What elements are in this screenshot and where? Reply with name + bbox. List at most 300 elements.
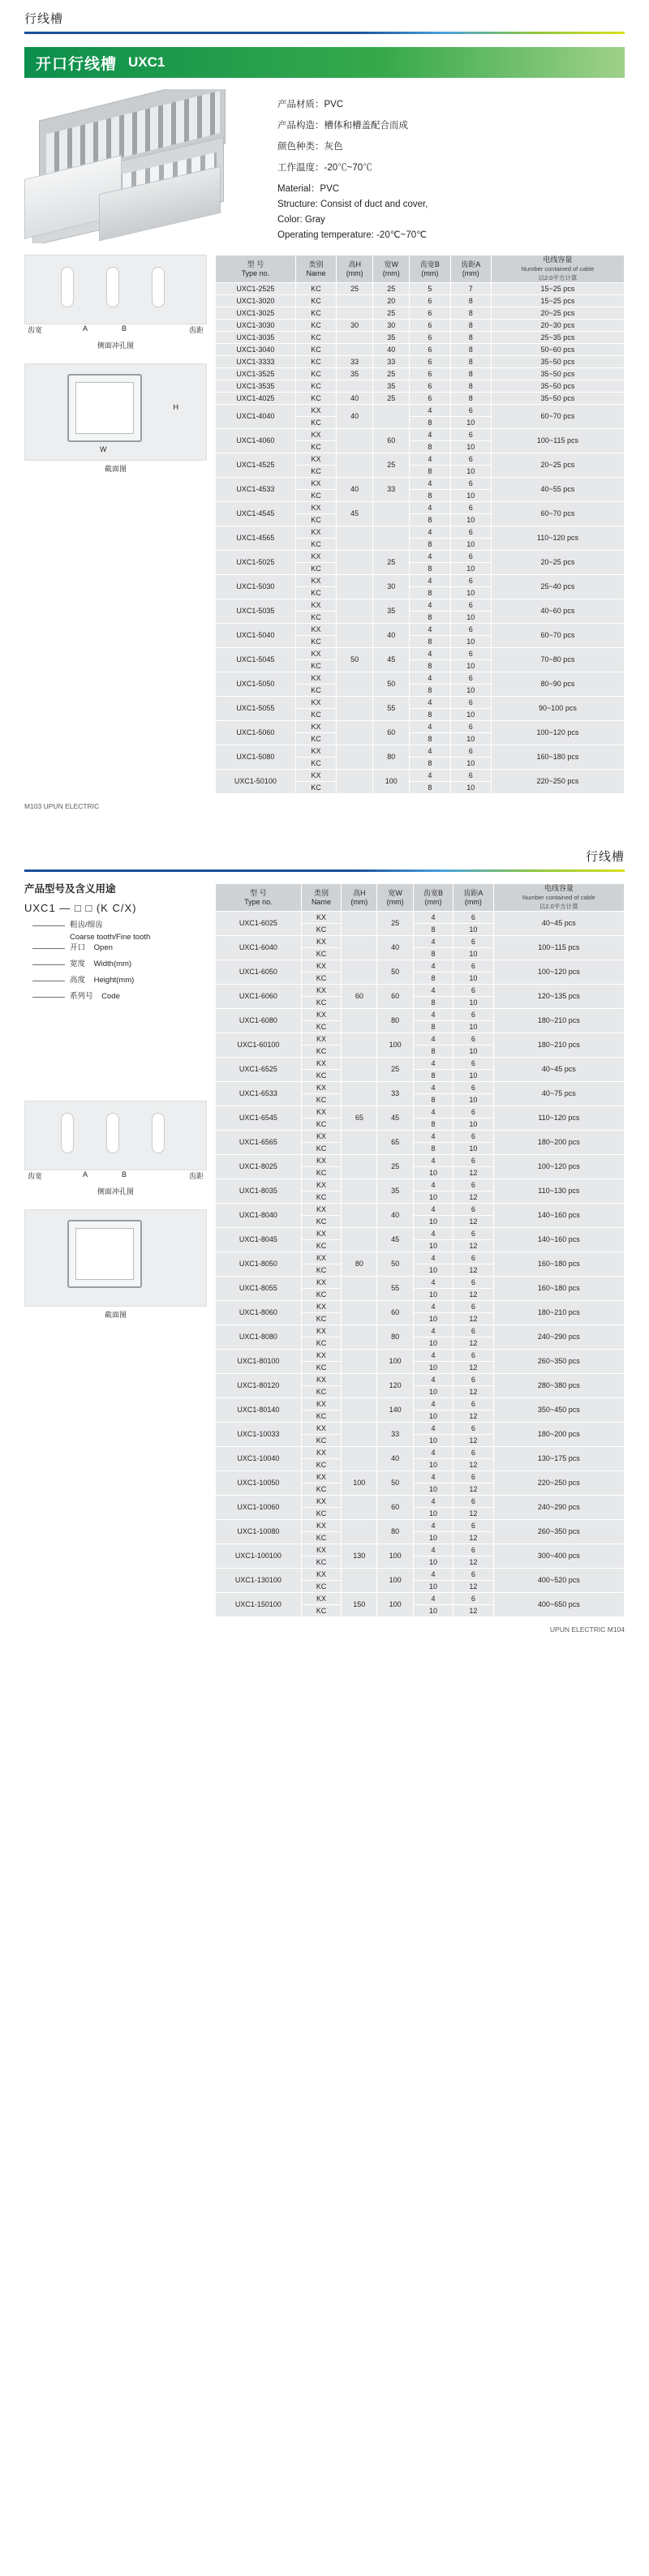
tooth-pitch-cell: 6	[450, 624, 491, 636]
tooth-width-cell: 6	[410, 393, 450, 405]
kind-cell: KX	[301, 1131, 341, 1143]
capacity-cell: 180~210 pcs	[493, 1033, 624, 1058]
tooth-pitch-cell: 8	[450, 344, 491, 356]
tooth-width-cell: 6	[410, 344, 450, 356]
height-cell	[342, 1520, 377, 1544]
tooth-pitch-cell: 6	[450, 526, 491, 539]
table-row	[216, 478, 625, 490]
table-row	[216, 936, 625, 948]
page1-figures	[24, 255, 207, 794]
height-cell: 25	[337, 283, 373, 295]
model-cell: UXC1-8040	[216, 1204, 302, 1228]
table-row	[216, 1325, 625, 1337]
tooth-width-cell: 8	[413, 997, 453, 1009]
table-row	[216, 1374, 625, 1386]
tooth-pitch-cell: 6	[453, 960, 493, 972]
model-cell: UXC1-80140	[216, 1398, 302, 1423]
tooth-width-cell: 4	[410, 526, 450, 539]
tooth-pitch-cell: 8	[450, 356, 491, 368]
model-cell: UXC1-8060	[216, 1301, 302, 1325]
spec-line-3: 工作温度：-20℃~70℃	[277, 163, 372, 173]
height-cell	[337, 697, 373, 721]
height-cell: 35	[337, 368, 373, 380]
tooth-pitch-cell: 6	[450, 453, 491, 466]
model-cell: UXC1-3030	[216, 320, 296, 332]
kind-cell: KX	[295, 429, 336, 441]
tooth-width-cell: 8	[410, 441, 450, 453]
kind-cell: KX	[301, 1204, 341, 1216]
model-cell: UXC1-60100	[216, 1033, 302, 1058]
table-row	[216, 526, 625, 539]
tooth-width-cell: 8	[413, 948, 453, 960]
kind-cell: KX	[301, 1374, 341, 1386]
kind-cell: KC	[301, 1143, 341, 1155]
capacity-cell: 240~290 pcs	[493, 1496, 624, 1520]
width-cell: 80	[377, 1325, 413, 1350]
tooth-pitch-cell: 6	[453, 1471, 493, 1483]
tooth-width-cell: 8	[410, 539, 450, 551]
tooth-width-cell: 4	[413, 1009, 453, 1021]
tooth-pitch-cell: 10	[450, 709, 491, 721]
height-cell	[337, 453, 373, 478]
p2-th-cap-l3: 以2.0平方计算	[539, 903, 578, 910]
capacity-cell: 35~50 pcs	[491, 368, 624, 380]
tooth-pitch-cell: 6	[453, 1325, 493, 1337]
table-row	[216, 1033, 625, 1045]
page1-intro	[24, 89, 625, 243]
page2-body	[24, 883, 625, 1617]
width-cell: 25	[373, 393, 410, 405]
tooth-figure-caption: 侧面冲孔图	[97, 341, 134, 350]
tooth-width-cell: 4	[410, 551, 450, 563]
model-cell: UXC1-8050	[216, 1252, 302, 1277]
page1-table-body-a	[216, 283, 625, 405]
kind-cell: KX	[301, 985, 341, 997]
height-cell	[342, 960, 377, 985]
kind-cell: KC	[295, 393, 336, 405]
height-cell: 130	[342, 1544, 377, 1569]
th-a-l2: (mm)	[462, 268, 479, 277]
tooth-width-cell: 4	[410, 502, 450, 514]
height-cell: 45	[337, 502, 373, 526]
tooth-width-cell: 6	[410, 320, 450, 332]
kind-cell: KC	[295, 709, 336, 721]
tooth-width-cell: 6	[410, 356, 450, 368]
page2-table-body	[216, 912, 625, 1617]
table-row	[216, 1179, 625, 1191]
width-cell: 100	[377, 1544, 413, 1569]
tooth-width-cell: 6	[410, 332, 450, 344]
height-cell	[342, 1374, 377, 1398]
width-cell: 60	[373, 429, 410, 453]
tooth-width-cell: 8	[410, 563, 450, 575]
tooth-width-cell: 4	[413, 1252, 453, 1264]
tooth-label-width: 齿宽	[28, 326, 43, 334]
legend-zh-0: 粗齿/细齿	[70, 921, 103, 930]
tooth-width-cell: 10	[413, 1605, 453, 1617]
th-model-l2: Type no.	[241, 268, 270, 277]
th-model	[216, 255, 296, 283]
page2-header	[0, 838, 649, 872]
table-row	[216, 393, 625, 405]
tooth-pitch-cell: 6	[450, 599, 491, 612]
p2-th-model-l2: Type no.	[244, 897, 273, 906]
page2-table-area	[207, 883, 625, 1617]
capacity-cell: 100~115 pcs	[491, 429, 624, 453]
kind-cell: KC	[301, 1167, 341, 1179]
height-cell	[342, 1179, 377, 1204]
tooth-width-cell: 4	[413, 1106, 453, 1118]
kind-cell: KC	[301, 948, 341, 960]
height-cell	[342, 1009, 377, 1033]
tooth-pitch-cell: 6	[450, 648, 491, 660]
model-cell: UXC1-6565	[216, 1131, 302, 1155]
table-row	[216, 1009, 625, 1021]
tooth-width-cell: 4	[413, 1350, 453, 1362]
tooth-width-cell: 4	[413, 1544, 453, 1556]
tooth-pitch-cell: 6	[453, 985, 493, 997]
tooth-pitch-cell: 10	[453, 1070, 493, 1082]
width-cell: 25	[377, 1155, 413, 1179]
tooth-width-cell: 8	[410, 709, 450, 721]
p2-th-h-l1: 高H	[353, 888, 366, 897]
kind-cell: KC	[295, 295, 336, 307]
tooth-pitch-cell: 6	[450, 745, 491, 758]
tooth-width-cell: 8	[410, 587, 450, 599]
width-cell: 33	[377, 1423, 413, 1447]
width-cell	[373, 502, 410, 526]
height-cell	[342, 1496, 377, 1520]
tooth-pitch-cell: 10	[453, 972, 493, 985]
tooth-pitch-cell: 12	[453, 1264, 493, 1277]
height-cell	[342, 1058, 377, 1082]
model-cell: UXC1-8025	[216, 1155, 302, 1179]
model-cell: UXC1-3535	[216, 380, 296, 393]
kind-cell: KX	[301, 1593, 341, 1605]
tooth-pitch-cell: 10	[450, 466, 491, 478]
tooth-width-cell: 5	[410, 283, 450, 295]
capacity-cell: 110~120 pcs	[491, 526, 624, 551]
th-kind	[295, 255, 336, 283]
table-row	[216, 1496, 625, 1508]
model-cell: UXC1-6533	[216, 1082, 302, 1106]
width-cell: 120	[377, 1374, 413, 1398]
tooth-width-cell: 4	[413, 936, 453, 948]
model-cell: UXC1-4060	[216, 429, 296, 453]
tooth-width-cell: 4	[410, 453, 450, 466]
tooth-pitch-cell: 6	[450, 672, 491, 685]
tooth-pitch-cell: 6	[453, 1228, 493, 1240]
page1-table-body-b	[216, 405, 625, 794]
model-cell: UXC1-6080	[216, 1009, 302, 1033]
tooth-pitch-cell: 12	[453, 1240, 493, 1252]
table-row	[216, 453, 625, 466]
height-cell	[342, 1325, 377, 1350]
page2-footer-right: UPUN ELECTRIC M104	[549, 1625, 625, 1634]
p2-th-cap-l1: 电线容量	[544, 884, 574, 892]
tooth-pitch-cell: 12	[453, 1581, 493, 1593]
width-cell: 40	[377, 1447, 413, 1471]
width-cell: 55	[373, 697, 410, 721]
width-cell: 35	[373, 380, 410, 393]
model-cell: UXC1-6025	[216, 912, 302, 936]
section-label-w: W	[100, 445, 107, 453]
model-cell: UXC1-4545	[216, 502, 296, 526]
kind-cell: KC	[295, 307, 336, 320]
spec-line-1: 产品构造：槽体和槽盖配合而成	[277, 121, 408, 131]
tooth-pitch-cell: 12	[453, 1459, 493, 1471]
spec-line-4: Material：PVC	[277, 184, 340, 194]
explain-code: UXC1 — □ □ (K C/X)	[24, 902, 137, 914]
tooth-pitch-cell: 8	[450, 393, 491, 405]
tooth-width-cell: 8	[413, 1021, 453, 1033]
table-row	[216, 429, 625, 441]
width-cell: 25	[377, 1058, 413, 1082]
table-row	[216, 356, 625, 368]
tooth-pitch-cell: 10	[450, 490, 491, 502]
height-cell	[337, 599, 373, 624]
th-h-l2: (mm)	[346, 268, 363, 277]
table-row	[216, 1155, 625, 1167]
tooth-pitch-cell: 6	[453, 1009, 493, 1021]
table-row	[216, 502, 625, 514]
height-cell	[337, 624, 373, 648]
kind-cell: KC	[295, 636, 336, 648]
model-cell: UXC1-4533	[216, 478, 296, 502]
page2-section-figure	[24, 1209, 207, 1307]
th-height	[337, 255, 373, 283]
kind-cell: KX	[295, 745, 336, 758]
table-row	[216, 575, 625, 587]
tooth-pitch-cell: 12	[453, 1191, 493, 1204]
tooth-pitch-cell: 12	[453, 1532, 493, 1544]
tooth-width-cell: 4	[413, 960, 453, 972]
tooth-pitch-cell: 6	[453, 1593, 493, 1605]
table-row	[216, 624, 625, 636]
table-row	[216, 1277, 625, 1289]
kind-cell: KC	[295, 380, 336, 393]
kind-cell: KC	[295, 587, 336, 599]
page-1	[0, 0, 649, 810]
tooth-width-cell: 8	[410, 466, 450, 478]
kind-cell: KX	[295, 405, 336, 417]
tooth-width-cell: 8	[413, 972, 453, 985]
model-cell: UXC1-5030	[216, 575, 296, 599]
capacity-cell: 130~175 pcs	[493, 1447, 624, 1471]
tooth-pitch-cell: 10	[450, 758, 491, 770]
page2-section-inner	[75, 1228, 134, 1280]
model-cell: UXC1-3025	[216, 307, 296, 320]
capacity-cell: 20~25 pcs	[491, 551, 624, 575]
model-cell: UXC1-6525	[216, 1058, 302, 1082]
kind-cell: KX	[295, 697, 336, 709]
model-cell: UXC1-8045	[216, 1228, 302, 1252]
kind-cell: KX	[301, 1033, 341, 1045]
th-tooth-pitch	[450, 255, 491, 283]
tooth-width-cell: 4	[410, 672, 450, 685]
model-cell: UXC1-3333	[216, 356, 296, 368]
legend-en-0: Coarse tooth/Fine tooth	[70, 933, 151, 942]
th-kind-l1: 类别	[308, 260, 324, 268]
capacity-cell: 110~130 pcs	[493, 1179, 624, 1204]
width-cell: 33	[373, 356, 410, 368]
model-cell: UXC1-5045	[216, 648, 296, 672]
tooth-width-cell: 4	[413, 1447, 453, 1459]
kind-cell: KX	[301, 1106, 341, 1118]
table-row	[216, 912, 625, 924]
kind-cell: KC	[301, 1070, 341, 1082]
tooth-width-cell: 4	[410, 721, 450, 733]
capacity-cell: 60~70 pcs	[491, 502, 624, 526]
kind-cell: KX	[301, 1569, 341, 1581]
capacity-cell: 15~25 pcs	[491, 295, 624, 307]
kind-cell: KC	[301, 1508, 341, 1520]
model-cell: UXC1-5060	[216, 721, 296, 745]
th-kind-l2: Name	[306, 268, 326, 277]
model-cell: UXC1-3525	[216, 368, 296, 380]
section-figure	[24, 363, 207, 461]
table-row	[216, 368, 625, 380]
width-cell: 45	[373, 648, 410, 672]
width-cell: 100	[377, 1033, 413, 1058]
height-cell	[342, 1082, 377, 1106]
tooth-pitch-cell: 8	[450, 332, 491, 344]
kind-cell: KC	[301, 1045, 341, 1058]
table-row	[216, 1569, 625, 1581]
th-b-l1: 齿宽B	[419, 260, 440, 268]
table-row	[216, 1058, 625, 1070]
tooth-width-cell: 4	[410, 575, 450, 587]
tooth-label-pitch: 齿距	[188, 326, 204, 334]
width-cell: 100	[377, 1593, 413, 1617]
th-tooth-width	[410, 255, 450, 283]
tooth-width-cell: 10	[413, 1508, 453, 1520]
tooth-width-cell: 8	[410, 490, 450, 502]
p2-th-w-l1: 宽W	[388, 888, 402, 897]
width-cell: 25	[377, 912, 413, 936]
tooth-width-cell: 4	[413, 1398, 453, 1410]
model-cell: UXC1-6040	[216, 936, 302, 960]
kind-cell: KX	[295, 648, 336, 660]
height-cell: 100	[342, 1471, 377, 1496]
kind-cell: KX	[295, 599, 336, 612]
kind-cell: KC	[295, 612, 336, 624]
legend-en-3: Height(mm)	[93, 976, 135, 985]
tooth-pitch-cell: 6	[453, 1252, 493, 1264]
tooth-pitch-cell: 7	[450, 283, 491, 295]
kind-cell: KX	[295, 526, 336, 539]
kind-cell: KC	[295, 490, 336, 502]
tooth-width-cell: 4	[413, 1179, 453, 1191]
model-cell: UXC1-5080	[216, 745, 296, 770]
height-cell: 33	[337, 356, 373, 368]
width-cell: 60	[377, 1301, 413, 1325]
tooth-width-cell: 4	[413, 1033, 453, 1045]
tooth-pitch-cell: 6	[453, 1544, 493, 1556]
table-row	[216, 1228, 625, 1240]
legend-item-0	[32, 919, 207, 942]
table-row	[216, 320, 625, 332]
width-cell: 25	[373, 368, 410, 380]
th-cap-l3: 以2.0平方计算	[538, 274, 578, 281]
kind-cell: KC	[295, 332, 336, 344]
kind-cell: KC	[295, 344, 336, 356]
tooth-width-cell: 4	[413, 1325, 453, 1337]
model-cell: UXC1-6060	[216, 985, 302, 1009]
tooth-width-cell: 10	[413, 1435, 453, 1447]
table-row	[216, 960, 625, 972]
height-cell	[337, 429, 373, 453]
capacity-cell: 25~40 pcs	[491, 575, 624, 599]
model-explain-block	[24, 883, 207, 1003]
kind-cell: KX	[301, 960, 341, 972]
spec-line-0: 产品材质：PVC	[277, 100, 344, 109]
height-cell	[342, 1447, 377, 1471]
kind-cell: KX	[301, 1520, 341, 1532]
tooth-pitch-cell: 12	[453, 1605, 493, 1617]
th-cap-l2: Number contained of cable	[521, 265, 595, 273]
kind-cell: KX	[295, 551, 336, 563]
tooth-width-cell: 4	[413, 1131, 453, 1143]
height-cell	[342, 1423, 377, 1447]
model-cell: UXC1-10050	[216, 1471, 302, 1496]
tooth-pitch-cell: 10	[453, 924, 493, 936]
kind-cell: KC	[295, 782, 336, 794]
kind-cell: KX	[301, 1252, 341, 1264]
model-cell: UXC1-10040	[216, 1447, 302, 1471]
kind-cell: KC	[301, 972, 341, 985]
width-cell: 50	[377, 960, 413, 985]
kind-cell: KX	[295, 502, 336, 514]
explain-heading: 产品型号及含义用途	[24, 883, 116, 895]
kind-cell: KC	[301, 1216, 341, 1228]
table-row	[216, 1204, 625, 1216]
model-cell: UXC1-100100	[216, 1544, 302, 1569]
kind-cell: KC	[301, 997, 341, 1009]
kind-cell: KC	[301, 1240, 341, 1252]
kind-cell: KX	[301, 912, 341, 924]
kind-cell: KX	[301, 936, 341, 948]
tooth-width-cell: 4	[413, 1277, 453, 1289]
kind-cell: KC	[295, 563, 336, 575]
tooth-width-cell: 4	[410, 697, 450, 709]
table-row	[216, 1423, 625, 1435]
p2-th-tooth-width	[413, 884, 453, 912]
tooth-width-cell: 8	[413, 1094, 453, 1106]
capacity-cell: 35~50 pcs	[491, 393, 624, 405]
height-cell: 50	[337, 648, 373, 672]
height-cell: 60	[342, 985, 377, 1009]
tooth-pitch-cell: 12	[453, 1435, 493, 1447]
tooth-pitch-cell: 12	[453, 1337, 493, 1350]
kind-cell: KX	[301, 1155, 341, 1167]
width-cell: 140	[377, 1398, 413, 1423]
kind-cell: KC	[301, 924, 341, 936]
tooth-pitch-cell: 12	[453, 1289, 493, 1301]
height-cell: 40	[337, 478, 373, 502]
tooth-width-cell: 8	[410, 612, 450, 624]
tooth-width-cell: 4	[413, 1593, 453, 1605]
model-cell: UXC1-5055	[216, 697, 296, 721]
kind-cell: KX	[301, 1544, 341, 1556]
width-cell: 25	[373, 551, 410, 575]
height-cell	[342, 912, 377, 936]
kind-cell: KC	[301, 1289, 341, 1301]
page2-section-figure-caption: 截面图	[104, 1311, 127, 1319]
p2-th-model	[216, 884, 302, 912]
width-cell: 50	[373, 672, 410, 697]
page1-footer	[24, 802, 625, 810]
